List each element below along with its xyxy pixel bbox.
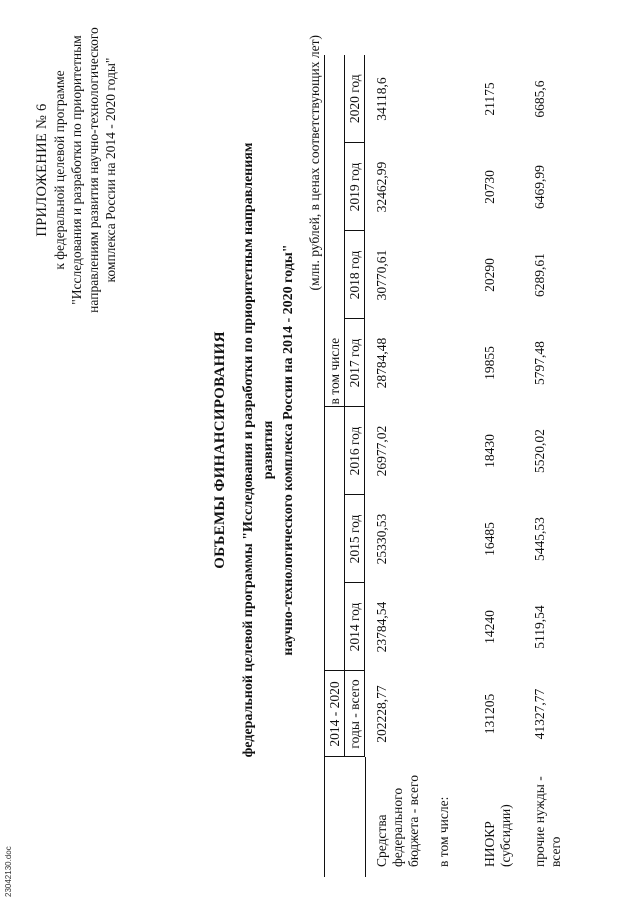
- file-name-footer: 23042130.doc: [4, 846, 13, 897]
- value-cell: 6685,6: [532, 80, 547, 118]
- value-cell: 6469,99: [532, 165, 547, 209]
- heading-subtitle-line: научно-технологического комплекса России на 2014 - 2020 годы": [281, 244, 296, 656]
- table-header-row: [345, 55, 365, 877]
- document-heading: [210, 130, 299, 770]
- row-label: в том числе:: [436, 796, 451, 867]
- appendix-header: [34, 25, 119, 315]
- year-header-cell: 2016 год: [345, 407, 365, 495]
- table-row: [480, 55, 532, 877]
- value-cell: 14240: [482, 610, 497, 644]
- header-empty-cell: [325, 757, 366, 877]
- appendix-title: ПРИЛОЖЕНИЕ № 6: [34, 103, 50, 237]
- table-row: [422, 55, 480, 877]
- value-cell: 5119,54: [532, 605, 547, 649]
- appendix-line: направлениям развития научно-технологического: [86, 27, 101, 313]
- value-cell: 20730: [482, 170, 497, 204]
- units-note: (млн. рублей, в ценах соответствующих лет): [307, 35, 322, 291]
- value-cell: 30770,61: [373, 249, 389, 301]
- year-header-cell: 2019 год: [345, 143, 365, 231]
- appendix-line: к федеральной целевой программе: [52, 70, 67, 270]
- total-cell: 41327,77: [532, 688, 547, 740]
- value-cell: 18430: [482, 434, 497, 468]
- table-row: [366, 55, 423, 877]
- row-label: прочие нужды - всего: [532, 776, 563, 867]
- total-cell: 202228,77: [373, 685, 389, 743]
- total-cell: 131205: [482, 693, 497, 735]
- year-header-cell: 2014 год: [345, 583, 365, 671]
- header-incl-cell: в том числе: [325, 55, 345, 407]
- value-cell: 5445,53: [532, 517, 547, 561]
- value-cell: 23784,54: [373, 601, 389, 653]
- year-header-cell: 2015 год: [345, 495, 365, 583]
- row-label: НИОКР (субсидии): [482, 804, 513, 867]
- value-cell: 20290: [482, 258, 497, 292]
- value-cell: 19855: [482, 346, 497, 380]
- row-label: Средства федерального бюджета - всего: [374, 775, 421, 867]
- value-cell: 32462,99: [373, 161, 389, 213]
- year-header-cell: 2017 год: [345, 319, 365, 407]
- header-period-cell: 2014 - 2020: [325, 671, 345, 757]
- year-header-cell: 2020 год: [345, 55, 365, 143]
- value-cell: 5520,02: [532, 429, 547, 473]
- heading-title: ОБЪЕМЫ ФИНАНСИРОВАНИЯ: [212, 331, 228, 569]
- value-cell: 25330,53: [373, 513, 389, 565]
- value-cell: 21175: [482, 82, 497, 116]
- appendix-line: "Исследования и разработки по приоритетным: [69, 35, 84, 305]
- value-cell: 16485: [482, 522, 497, 556]
- value-cell: 5797,48: [532, 341, 547, 385]
- value-cell: 6289,61: [532, 253, 547, 297]
- financing-table: [324, 55, 582, 877]
- heading-subtitle-line: федеральной целевой программы "Исследования и разработки по приоритетным направлениям развития: [241, 142, 276, 758]
- table-header-row: [325, 55, 345, 877]
- appendix-line: комплекса России на 2014 - 2020 годы": [103, 57, 118, 283]
- table-row: [532, 55, 582, 877]
- year-header-cell: 2018 год: [345, 231, 365, 319]
- header-blank-cell: [325, 407, 345, 671]
- value-cell: 28784,48: [373, 337, 389, 389]
- value-cell: 26977,02: [373, 425, 389, 477]
- header-period-cell: годы - всего: [345, 671, 365, 757]
- value-cell: 34118,6: [373, 77, 389, 121]
